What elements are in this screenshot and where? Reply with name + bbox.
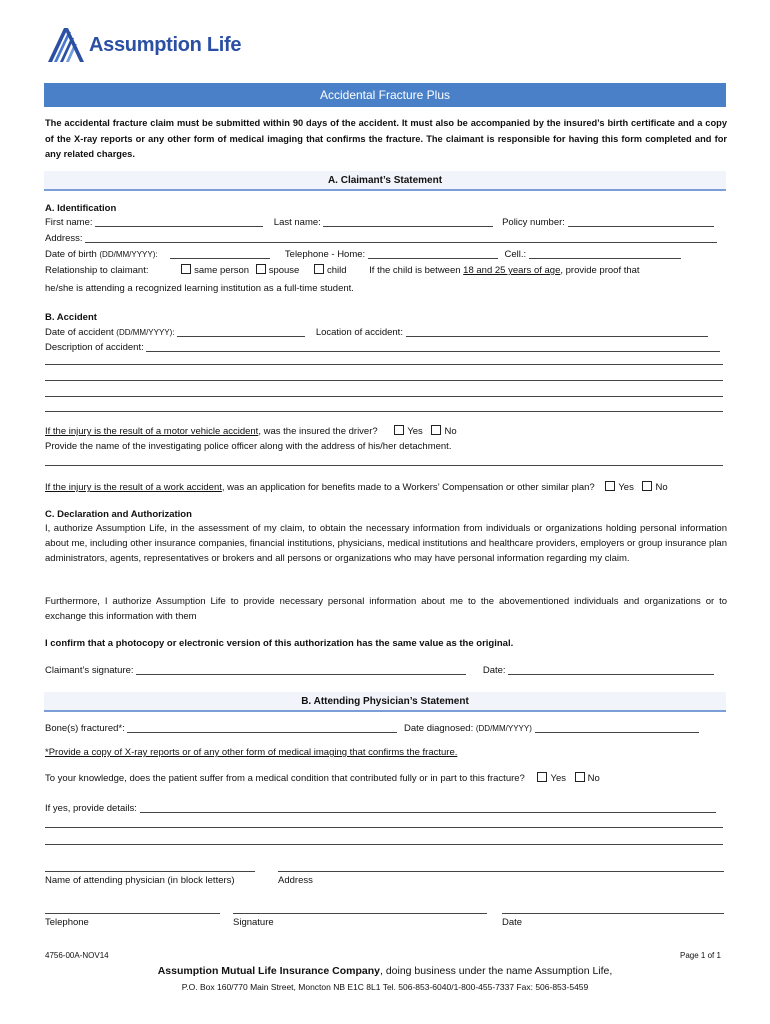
last-name-field[interactable] xyxy=(323,217,493,227)
condition-row xyxy=(45,772,727,786)
last-name-label: Last name: xyxy=(273,217,321,228)
date-diagnosed-field[interactable] xyxy=(535,723,699,733)
details-line-3[interactable] xyxy=(45,844,723,845)
driver-no-checkbox[interactable] xyxy=(431,425,441,435)
cell-field[interactable] xyxy=(529,249,681,259)
work-accident-question: If the injury is the result of a work accident xyxy=(45,482,222,493)
child-note: If the child is between 18 and 25 years of age, provide proof that xyxy=(369,265,640,276)
accident-location-field[interactable] xyxy=(406,327,708,337)
child-checkbox[interactable] xyxy=(314,264,324,274)
driver-yes-label: Yes xyxy=(407,426,423,437)
workers-comp-yes-checkbox[interactable] xyxy=(605,481,615,491)
accident-date-format: (DD/MM/YYYY): xyxy=(116,328,175,337)
condition-no-checkbox[interactable] xyxy=(575,772,585,782)
section-a-title: A. Claimant’s Statement xyxy=(44,171,726,191)
work-accident-row: If the injury is the result of a work accident, was an application for benefits made to a Workers’ Compensation or other similar plan? Yes No xyxy=(45,482,668,493)
date-diagnosed-format: (DD/MM/YYYY) xyxy=(475,724,532,733)
address-field[interactable] xyxy=(85,233,717,243)
identification-heading: A. Identification xyxy=(45,203,117,214)
dob-field[interactable] xyxy=(170,249,270,259)
spouse-checkbox[interactable] xyxy=(256,264,266,274)
workers-comp-no-label: No xyxy=(655,482,668,493)
date-diagnosed-label: Date diagnosed: xyxy=(404,723,474,734)
relationship-row xyxy=(45,264,727,278)
bones-label: Bone(s) fractured*: xyxy=(45,723,125,734)
dob-row xyxy=(45,248,727,262)
telephone-home-field[interactable] xyxy=(368,249,498,259)
accident-heading: B. Accident xyxy=(45,312,97,323)
motor-vehicle-question: If the injury is the result of a motor vehicle accident xyxy=(45,426,259,437)
cell-label: Cell.: xyxy=(504,249,527,260)
page-number: Page 1 of 1 xyxy=(680,951,721,960)
claimant-date-label: Date: xyxy=(482,665,506,676)
first-name-label: First name: xyxy=(45,217,93,228)
address-row xyxy=(45,232,727,246)
condition-question: To your knowledge, does the patient suffer from a medical condition that contributed fully or in part to this fracture? xyxy=(45,773,525,784)
physician-signature-label: Signature xyxy=(233,917,274,928)
physician-telephone-field[interactable] xyxy=(45,913,220,914)
accident-date-label: Date of accident xyxy=(45,327,114,338)
form-title: Accidental Fracture Plus xyxy=(44,83,726,107)
same-person-checkbox[interactable] xyxy=(181,264,191,274)
company-logo xyxy=(46,26,241,64)
accident-location-label: Location of accident: xyxy=(315,327,403,338)
policy-number-field[interactable] xyxy=(568,217,714,227)
driver-no-label: No xyxy=(444,426,457,437)
assumption-life-logo-icon xyxy=(46,26,86,64)
workers-comp-yes-label: Yes xyxy=(618,482,634,493)
description-line-5[interactable] xyxy=(45,411,723,412)
details-field[interactable] xyxy=(140,803,716,813)
physician-name-label: Name of attending physician (in block letters) xyxy=(45,875,235,886)
physician-name-field[interactable] xyxy=(45,871,255,872)
physician-telephone-label: Telephone xyxy=(45,917,89,928)
child-note-line2: he/she is attending a recognized learning institution as a full-time student. xyxy=(45,283,354,294)
address-label: Address: xyxy=(45,233,83,244)
motor-vehicle-row: If the injury is the result of a motor vehicle accident, was the insured the driver? Yes No xyxy=(45,426,457,437)
bones-field[interactable] xyxy=(127,723,397,733)
workers-comp-no-checkbox[interactable] xyxy=(642,481,652,491)
description-line-3[interactable] xyxy=(45,380,723,381)
section-b-title: B. Attending Physician’s Statement xyxy=(44,692,726,712)
confirm-statement: I confirm that a photocopy or electronic version of this authorization has the same value as the original. xyxy=(45,638,514,649)
condition-yes-label: Yes xyxy=(550,773,566,784)
physician-address-field[interactable] xyxy=(278,871,724,872)
claimant-date-field[interactable] xyxy=(508,665,714,675)
form-code: 4756-00A-NOV14 xyxy=(45,951,109,960)
claimant-signature-field[interactable] xyxy=(136,665,466,675)
telephone-home-label: Telephone - Home: xyxy=(284,249,366,260)
child-label: child xyxy=(326,265,347,276)
physician-address-label: Address xyxy=(278,875,313,886)
physician-date-label: Date xyxy=(502,917,523,928)
name-row xyxy=(45,216,727,230)
declaration-heading: C. Declaration and Authorization xyxy=(45,509,192,520)
brand-name: Assumption Life xyxy=(89,33,242,56)
bones-row xyxy=(45,722,727,736)
intro-text: The accidental fracture claim must be submitted within 90 days of the accident. It must also be accompanied by the insured’s birth certificate and a copy of the X-ray reports or any other form of medical imaging that confirms the fracture. The claimant is responsible for having this form completed and for any related charges. xyxy=(45,118,727,159)
dob-label: Date of birth xyxy=(45,249,97,260)
details-label: If yes, provide details: xyxy=(45,803,137,814)
declaration-paragraph-1: I, authorize Assumption Life, in the assessment of my claim, to obtain the necessary information from individuals or organizations holding personal information about me, including other insurance companies, financial institutions, physicians, medical institutions and healthcare providers, employers or group insurance plan administrators, agents, representatives or brokers and all persons or organizations who may have personal information regarding my claim. xyxy=(45,523,727,564)
declaration-paragraph-2: Furthermore, I authorize Assumption Life to provide necessary personal information about me to the abovementioned individuals and organizations or to exchange this information with them xyxy=(45,596,727,622)
physician-date-field[interactable] xyxy=(502,913,724,914)
driver-yes-checkbox[interactable] xyxy=(394,425,404,435)
claimant-signature-label: Claimant’s signature: xyxy=(45,665,134,676)
police-officer-prompt: Provide the name of the investigating police officer along with the address of his/her detachment. xyxy=(45,441,452,452)
description-label: Description of accident: xyxy=(45,342,144,353)
relationship-label: Relationship to claimant: xyxy=(45,265,149,276)
description-line-4[interactable] xyxy=(45,396,723,397)
spouse-label: spouse xyxy=(268,265,300,276)
accident-date-field[interactable] xyxy=(177,327,305,337)
accident-date-row xyxy=(45,326,727,340)
description-field[interactable] xyxy=(146,342,720,352)
details-row xyxy=(45,802,727,816)
policy-number-label: Policy number: xyxy=(502,217,565,228)
description-row xyxy=(45,341,727,355)
physician-signature-field[interactable] xyxy=(233,913,487,914)
claimant-signature-row xyxy=(45,664,727,678)
condition-yes-checkbox[interactable] xyxy=(537,772,547,782)
condition-no-label: No xyxy=(587,773,600,784)
company-line: Assumption Mutual Life Insurance Company, doing business under the name Assumption Life, xyxy=(157,965,613,977)
details-line-2[interactable] xyxy=(45,827,723,828)
same-person-label: same person xyxy=(194,265,250,276)
description-line-2[interactable] xyxy=(45,364,723,365)
police-officer-field[interactable] xyxy=(45,465,723,466)
company-address: P.O. Box 160/770 Main Street, Moncton NB E1C 8L1 Tel. 506-853-6040/1-800-455-7337 Fax: 506-853-5459 xyxy=(181,982,589,992)
company-name: Assumption Mutual Life Insurance Company xyxy=(157,965,380,977)
imaging-note: *Provide a copy of X-ray reports or of any other form of medical imaging that confirms the fracture. xyxy=(45,747,458,758)
dob-format: (DD/MM/YYYY): xyxy=(99,250,158,259)
first-name-field[interactable] xyxy=(95,217,263,227)
